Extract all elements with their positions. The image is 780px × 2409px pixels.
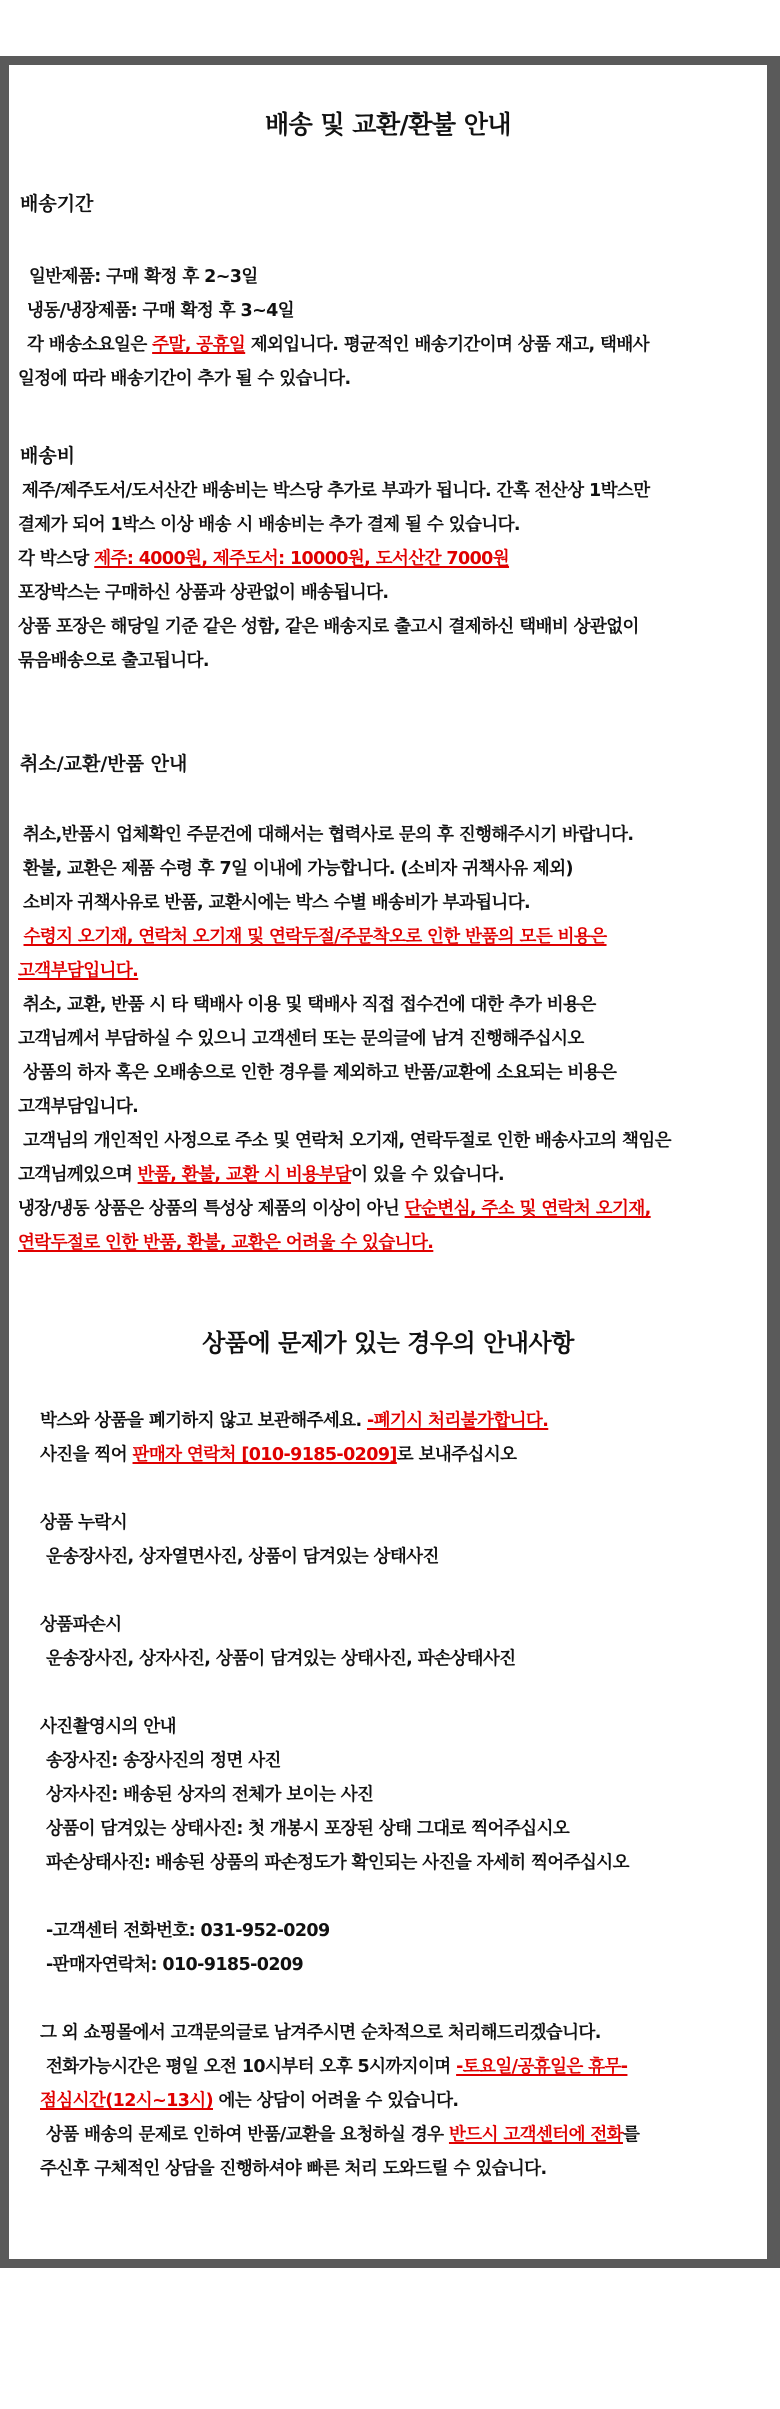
highlight-text: 주말, 공휴일 (152, 335, 246, 355)
cancel-line: 상품의 하자 혹은 오배송으로 인한 경우를 제외하고 반품/교환에 소요되는 비용은 (23, 1063, 617, 1083)
highlight-text: 수령지 오기재, 연락처 오기재 및 연락두절/주문착오로 인한 반품의 모든 비용은 (23, 927, 607, 947)
shipping-period-line: 일정에 따라 배송기간이 추가 될 수 있습니다. (18, 369, 351, 389)
highlight-text: 점심시간(12시~13시) (40, 2091, 213, 2111)
cancel-line: 고객부담입니다. (18, 1097, 139, 1117)
missing-heading: 상품 누락시 (40, 1513, 128, 1533)
shipping-period-heading: 배송기간 (20, 193, 94, 215)
shipping-fee-line: 각 박스당 제주: 4000원, 제주도서: 10000원, 도서산간 7000원 (18, 549, 510, 569)
highlight-text: 고객부담입니다. (18, 961, 139, 981)
cancel-heading: 취소/교환/반품 안내 (20, 753, 188, 775)
cancel-line: 고객님께서 부담하실 수 있으니 고객센터 또는 문의글에 남겨 진행해주십시오 (18, 1029, 584, 1049)
photo-line: 파손상태사진: 배송된 상품의 파손정도가 확인되는 사진을 자세히 찍어주십시오 (46, 1853, 629, 1873)
shipping-fee-line: 묶음배송으로 출고됩니다. (18, 651, 209, 671)
cancel-line: 고객님의 개인적인 사정으로 주소 및 연락처 오기재, 연락두절로 인한 배송사고의 책임은 (23, 1131, 671, 1151)
highlight-text: 판매자 연락처 [010-9185-0209] (132, 1445, 397, 1465)
missing-line: 운송장사진, 상자열면사진, 상품이 담겨있는 상태사진 (46, 1547, 439, 1567)
shipping-fee-line: 포장박스는 구매하신 상품과 상관없이 배송됩니다. (18, 583, 389, 603)
seller-phone: -판매자연락처: 010-9185-0209 (46, 1955, 304, 1975)
other-line: 주신후 구체적인 상담을 진행하셔야 빠른 처리 도와드릴 수 있습니다. (40, 2159, 547, 2179)
highlight-text: 연락두절로 인한 반품, 환불, 교환은 어려울 수 있습니다. (18, 1233, 434, 1253)
highlight-text: -토요일/공휴일은 휴무- (456, 2057, 628, 2077)
other-line: 그 외 쇼핑몰에서 고객문의글로 남겨주시면 순차적으로 처리해드리겠습니다. (40, 2023, 601, 2043)
shipping-period-line: 냉동/냉장제품: 구매 확정 후 3~4일 (27, 301, 295, 321)
other-line: 점심시간(12시~13시) 에는 상담이 어려울 수 있습니다. (40, 2091, 459, 2111)
damage-heading: 상품파손시 (40, 1615, 122, 1635)
cancel-line: 냉장/냉동 상품은 상품의 특성상 제품의 이상이 아닌 단순변심, 주소 및 연락처 오기재, (18, 1199, 651, 1219)
problem-title: 상품에 문제가 있는 경우의 안내사항 (202, 1329, 574, 1357)
shipping-period-line: 각 배송소요일은 주말, 공휴일 제외입니다. 평균적인 배송기간이며 상품 재고, 택배사 (27, 335, 649, 355)
cancel-line: 환불, 교환은 제품 수령 후 7일 이내에 가능합니다. (소비자 귀책사유 제외) (23, 859, 573, 879)
shipping-fee-line: 제주/제주도서/도서산간 배송비는 박스당 추가로 부과가 됩니다. 간혹 전산상 1박스만 (22, 481, 650, 501)
problem-line: 박스와 상품을 폐기하지 않고 보관해주세요. -폐기시 처리불가합니다. (40, 1411, 549, 1431)
photo-heading: 사진촬영시의 안내 (40, 1717, 176, 1737)
page-title: 배송 및 교환/환불 안내 (264, 110, 512, 139)
cancel-line: 취소,반품시 업체확인 주문건에 대해서는 협력사로 문의 후 진행해주시기 바랍니다. (23, 825, 634, 845)
highlight-text: -폐기시 처리불가합니다. (367, 1411, 549, 1431)
notice-panel (9, 65, 767, 2259)
damage-line: 운송장사진, 상자사진, 상품이 담겨있는 상태사진, 파손상태사진 (46, 1649, 516, 1669)
shipping-fee-heading: 배송비 (20, 445, 76, 467)
highlight-text: 제주: 4000원, 제주도서: 10000원, 도서산간 7000원 (94, 549, 510, 569)
shipping-fee-line: 상품 포장은 해당일 기준 같은 성함, 같은 배송지로 출고시 결제하신 택배비 상관없이 (18, 617, 639, 637)
cancel-line (18, 923, 607, 948)
notice-frame (0, 56, 780, 2268)
cancel-line (18, 1229, 433, 1254)
cancel-line: 소비자 귀책사유로 반품, 교환시에는 박스 수별 배송비가 부과됩니다. (23, 893, 531, 913)
customer-center-phone: -고객센터 전화번호: 031-952-0209 (46, 1921, 330, 1941)
cancel-line (18, 957, 138, 982)
other-line: 전화가능시간은 평일 오전 10시부터 오후 5시까지이며 -토요일/공휴일은 휴무- (46, 2057, 628, 2077)
shipping-fee-line: 결제가 되어 1박스 이상 배송 시 배송비는 추가 결제 될 수 있습니다. (18, 515, 520, 535)
shipping-period-line: 일반제품: 구매 확정 후 2~3일 (29, 267, 258, 287)
cancel-line: 취소, 교환, 반품 시 타 택배사 이용 및 택배사 직접 접수건에 대한 추가 비용은 (23, 995, 596, 1015)
cancel-line: 고객님께있으며 반품, 환불, 교환 시 비용부담이 있을 수 있습니다. (18, 1165, 505, 1185)
highlight-text: 단순변심, 주소 및 연락처 오기재, (404, 1199, 651, 1219)
photo-line: 송장사진: 송장사진의 정면 사진 (46, 1751, 281, 1771)
photo-line: 상품이 담겨있는 상태사진: 첫 개봉시 포장된 상태 그대로 찍어주십시오 (46, 1819, 570, 1839)
problem-line: 사진을 찍어 판매자 연락처 [010-9185-0209]로 보내주십시오 (40, 1445, 517, 1465)
highlight-text: 반품, 환불, 교환 시 비용부담 (137, 1165, 352, 1185)
other-line: 상품 배송의 문제로 인하여 반품/교환을 요청하실 경우 반드시 고객센터에 전화를 (46, 2125, 640, 2145)
photo-line: 상자사진: 배송된 상자의 전체가 보이는 사진 (46, 1785, 374, 1805)
highlight-text: 반드시 고객센터에 전화 (448, 2125, 623, 2145)
